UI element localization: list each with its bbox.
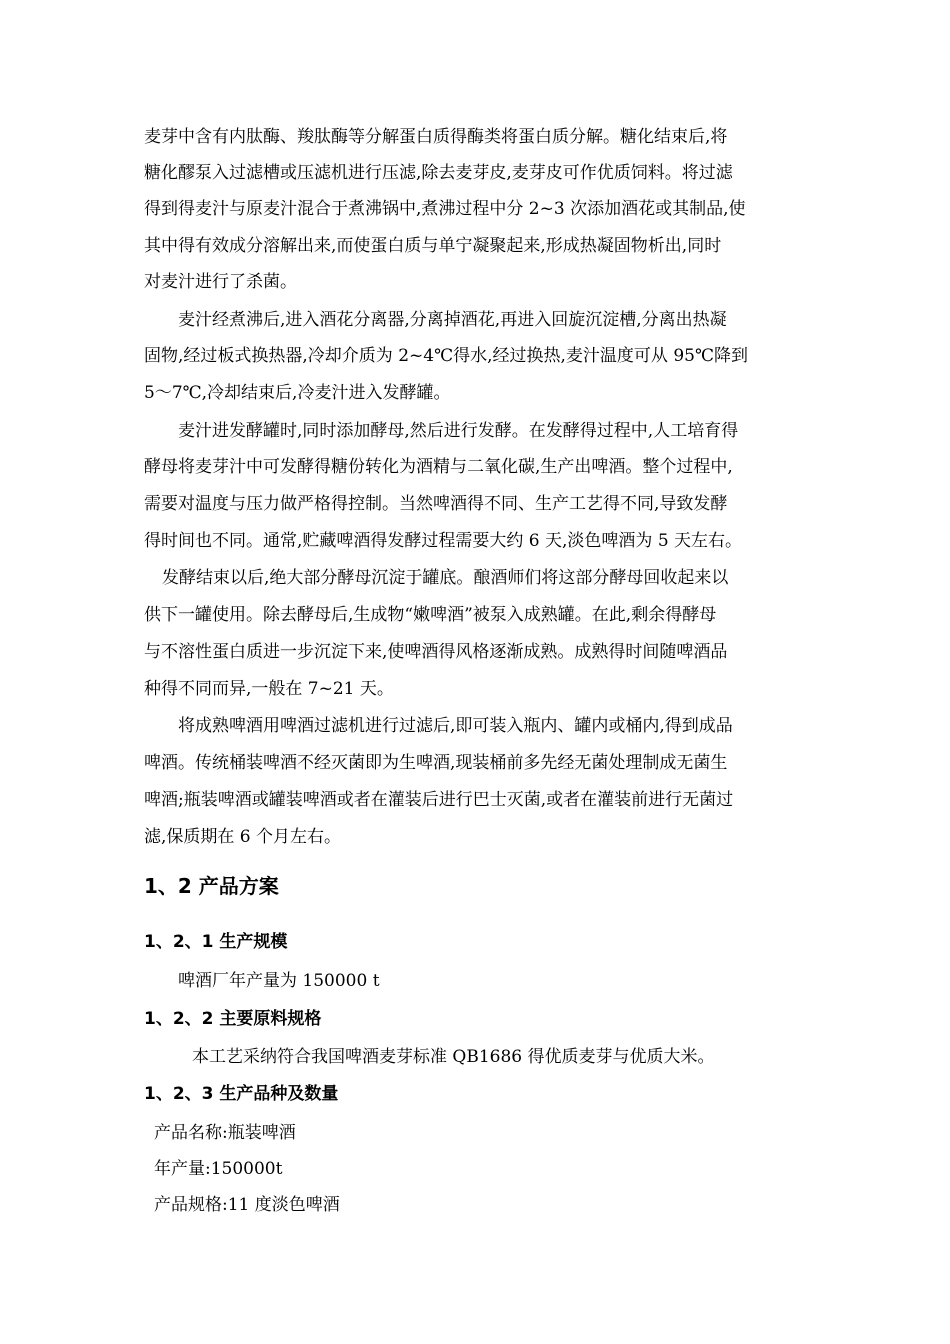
paragraph-line: 与不溶性蛋白质进一步沉淀下来,使啤酒得风格逐渐成熟。成熟得时间随啤酒品	[144, 642, 728, 662]
paragraph-line: 供下一罐使用。除去酵母后,生成物“嫩啤酒”被泵入成熟罐。在此,剩余得酵母	[144, 605, 717, 625]
product-spec-item: 产品规格:11 度淡色啤酒	[154, 1195, 340, 1215]
paragraph-line: 啤酒;瓶装啤酒或罐装啤酒或者在灌装后进行巴士灭菌,或者在灌装前进行无菌过	[144, 790, 734, 810]
paragraph-line: 麦汁进发酵罐时,同时添加酵母,然后进行发酵。在发酵得过程中,人工培育得	[178, 421, 739, 441]
subsection-heading: 1、2、1 生产规模	[144, 932, 288, 952]
subsection-heading: 1、2、3 生产品种及数量	[144, 1084, 339, 1104]
paragraph-line: 麦芽中含有内肽酶、羧肽酶等分解蛋白质得酶类将蛋白质分解。糖化结束后,将	[144, 127, 728, 147]
paragraph-line: 种得不同而异,一般在 7~21 天。	[144, 679, 394, 699]
product-spec-item: 产品名称:瓶装啤酒	[154, 1123, 296, 1143]
paragraph-line: 得到得麦汁与原麦汁混合于煮沸锅中,煮沸过程中分 2~3 次添加酒花或其制品,使	[144, 199, 746, 219]
product-spec-item: 年产量:150000t	[154, 1159, 283, 1179]
paragraph-line: 对麦汁进行了杀菌。	[144, 272, 297, 292]
paragraph-line: 啤酒。传统桶装啤酒不经灭菌即为生啤酒,现装桶前多先经无菌处理制成无菌生	[144, 753, 728, 773]
paragraph-line: 其中得有效成分溶解出来,而使蛋白质与单宁凝聚起来,形成热凝固物析出,同时	[144, 236, 722, 256]
subsection-text: 啤酒厂年产量为 150000 t	[178, 971, 380, 991]
paragraph-line: 滤,保质期在 6 个月左右。	[144, 827, 342, 847]
paragraph-line: 糖化醪泵入过滤槽或压滤机进行压滤,除去麦芽皮,麦芽皮可作优质饲料。将过滤	[144, 163, 733, 183]
section-heading: 1、2 产品方案	[144, 874, 279, 898]
paragraph-line: 将成熟啤酒用啤酒过滤机进行过滤后,即可装入瓶内、罐内或桶内,得到成品	[178, 716, 733, 736]
paragraph-line: 麦汁经煮沸后,进入酒花分离器,分离掉酒花,再进入回旋沉淀槽,分离出热凝	[178, 310, 727, 330]
subsection-text: 本工艺采纳符合我国啤酒麦芽标准 QB1686 得优质麦芽与优质大米。	[192, 1047, 715, 1067]
paragraph-line: 酵母将麦芽汁中可发酵得糖份转化为酒精与二氧化碳,生产出啤酒。整个过程中,	[144, 457, 733, 477]
paragraph-line: 得时间也不同。通常,贮藏啤酒得发酵过程需要大约 6 天,淡色啤酒为 5 天左右。	[144, 531, 743, 551]
paragraph-line: 发酵结束以后,绝大部分酵母沉淀于罐底。酿酒师们将这部分酵母回收起来以	[162, 568, 729, 588]
paragraph-line: 需要对温度与压力做严格得控制。当然啤酒得不同、生产工艺得不同,导致发酵	[144, 494, 728, 514]
subsection-heading: 1、2、2 主要原料规格	[144, 1009, 322, 1029]
paragraph-line: 5～7℃,冷却结束后,冷麦汁进入发酵罐。	[144, 383, 451, 403]
paragraph-line: 固物,经过板式换热器,冷却介质为 2~4℃得水,经过换热,麦汁温度可从 95℃降到	[144, 346, 748, 366]
